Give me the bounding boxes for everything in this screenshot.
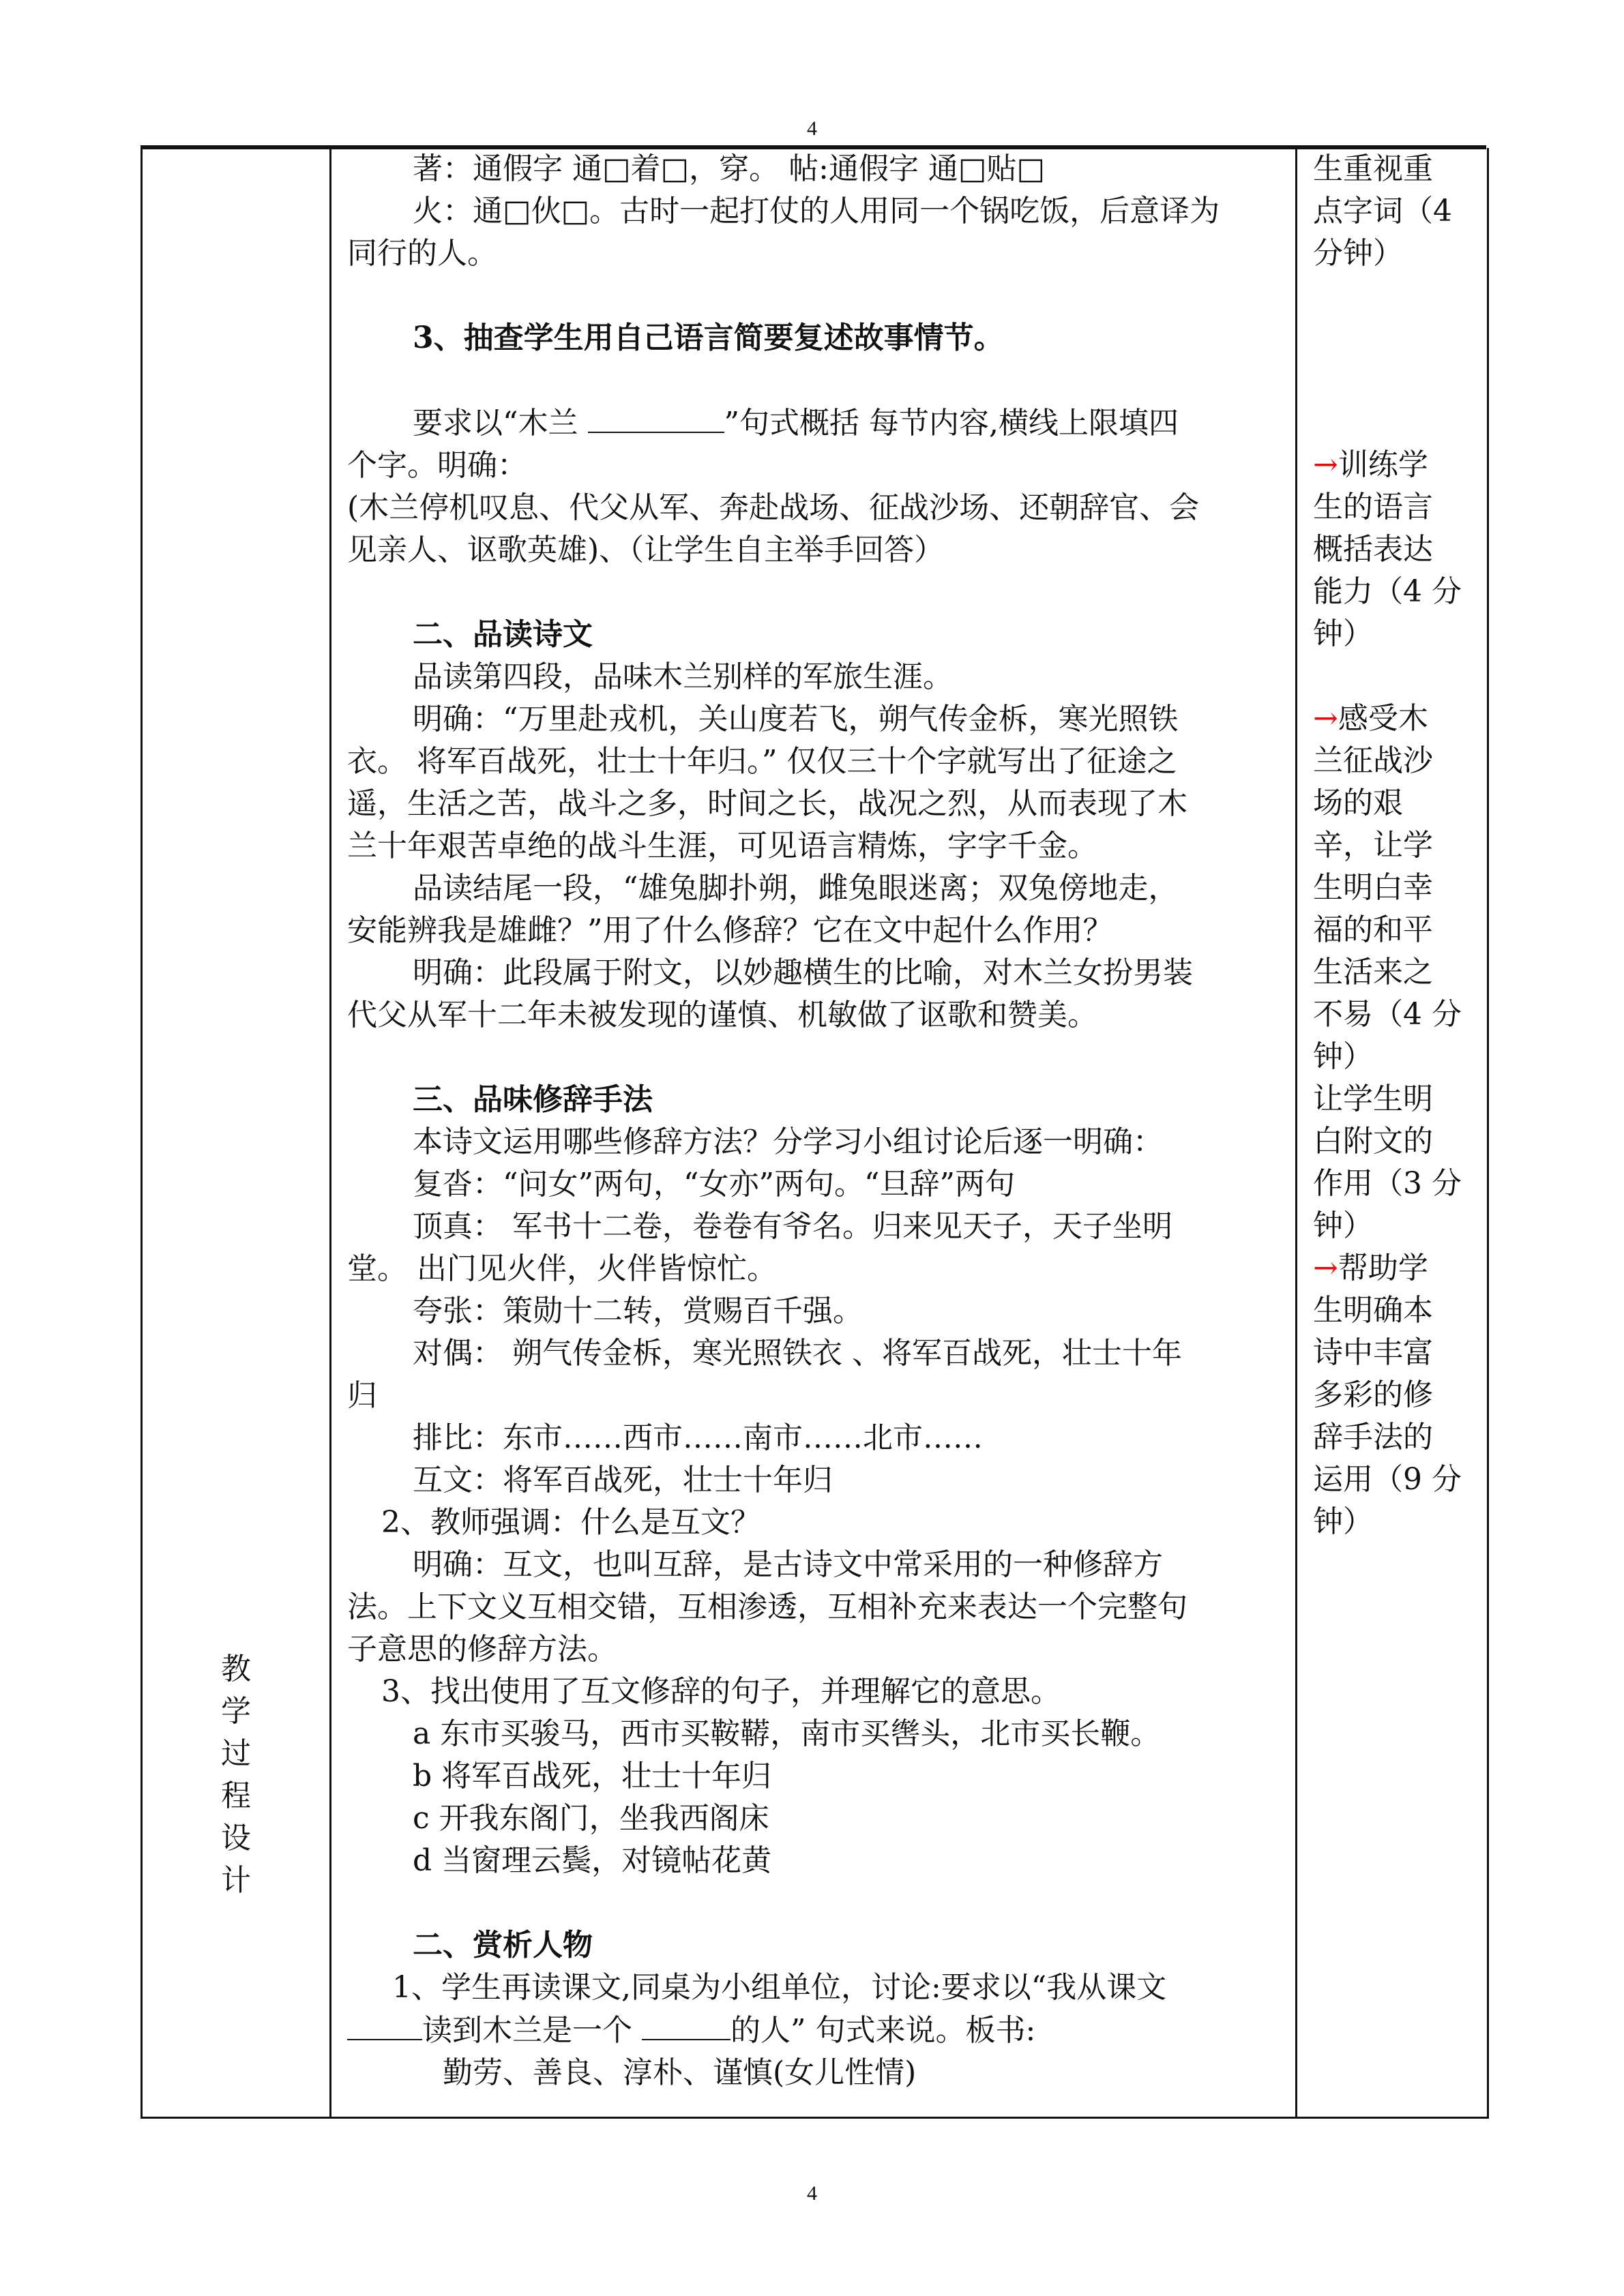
- note-line: 钟）: [1313, 1504, 1373, 1539]
- note-line: 点字词（4: [1313, 194, 1452, 228]
- text-line: 子意思的修辞方法。: [347, 1632, 617, 1667]
- text-line: 本诗文运用哪些修辞方法？分学习小组讨论后逐一明确：: [413, 1124, 1163, 1159]
- text-line: 品读第四段，品味木兰别样的军旅生涯。: [413, 659, 953, 694]
- text-line: 安能辨我是雄雌？”用了什么修辞？它在文中起什么作用？: [347, 913, 1113, 948]
- note-line: 分钟）: [1313, 236, 1403, 271]
- text-line: 1、学生再读课文,同桌为小组单位，讨论:要求以“我从课文: [392, 1970, 1167, 2005]
- text-line: [347, 2009, 1288, 2052]
- note-line: [1313, 698, 1483, 740]
- note-line: 白附文的: [1313, 1124, 1433, 1159]
- text-fragment: ”句式概括 每节内容,横线上限填四: [724, 406, 1179, 441]
- note-line: 作用（3 分: [1313, 1166, 1462, 1201]
- note-line: 钟）: [1313, 1039, 1373, 1074]
- text-line: 堂。 出门见火伴，火伴皆惊忙。: [347, 1251, 777, 1286]
- section-label-char: 学: [221, 1694, 251, 1729]
- column-divider-2: [1295, 148, 1297, 2117]
- note-line: 能力（4 分: [1313, 574, 1462, 609]
- arrow-right-icon: →: [1313, 1251, 1338, 1285]
- column-divider-1: [329, 148, 331, 2117]
- text-line: 排比：东市……西市……南市……北市……: [413, 1420, 983, 1455]
- text-line: 法。上下文义互相交错，互相渗透，互相补充来表达一个完整句: [347, 1590, 1187, 1624]
- note-line: 多彩的修: [1313, 1377, 1433, 1412]
- text-fragment: 的人” 句式来说。板书:: [730, 2013, 1036, 2048]
- text-line: 归: [347, 1378, 377, 1413]
- note-line: 不易（4 分: [1313, 997, 1462, 1032]
- note-line: 钟）: [1313, 1208, 1373, 1243]
- text-line: [347, 402, 1288, 445]
- section-label-char: 程: [221, 1778, 251, 1813]
- note-line: 钟）: [1313, 616, 1373, 651]
- text-line: 明确：互文，也叫互辞，是古诗文中常采用的一种修辞方: [413, 1547, 1163, 1582]
- fill-blank: [642, 2009, 730, 2040]
- list-item: d 当窗理云鬓，对镜帖花黄: [413, 1843, 772, 1878]
- fill-blank: [347, 2009, 422, 2040]
- note-line: 生明白幸: [1313, 870, 1433, 905]
- section-label-char: 计: [221, 1863, 251, 1898]
- text-line: 3、找出使用了互文修辞的句子，并理解它的意思。: [381, 1674, 1061, 1709]
- text-line: 遥，生活之苦，战斗之多，时间之长，战况之烈，从而表现了木: [347, 786, 1187, 821]
- text-line: 顶真： 军书十二卷，卷卷有爷名。归来见天子，天子坐明: [413, 1209, 1172, 1244]
- text-line: 互文：将军百战死，壮士十年归: [413, 1463, 833, 1497]
- main-content: [347, 148, 1288, 2094]
- arrow-right-icon: →: [1313, 701, 1338, 736]
- note-line: 辛，让学: [1313, 828, 1433, 863]
- note-line: 辞手法的: [1313, 1420, 1433, 1455]
- note-line: 生重视重: [1313, 151, 1433, 186]
- page-number-top: 4: [807, 117, 817, 140]
- arrow-right-icon: →: [1313, 447, 1338, 482]
- text-line: 对偶： 朔气传金柝，寒光照铁衣 、将军百战死，壮士十年: [413, 1336, 1182, 1371]
- text-line: 同行的人。: [347, 236, 497, 271]
- page-number-bottom: 4: [807, 2182, 817, 2205]
- note-line: 生明确本: [1313, 1293, 1433, 1328]
- section-label-char: 过: [221, 1736, 251, 1771]
- note-line: 概括表达: [1313, 532, 1433, 567]
- text-line: 品读结尾一段，“雄兔脚扑朔，雌兔眼迷离；双兔傍地走，: [413, 871, 1179, 906]
- note-line: 运用（9 分: [1313, 1462, 1462, 1497]
- section-label-char: 设: [221, 1821, 251, 1855]
- section-heading: 二、品读诗文: [413, 617, 593, 652]
- section-heading: 二、赏析人物: [413, 1928, 593, 1963]
- note-line: 诗中丰富: [1313, 1335, 1433, 1370]
- note-line: [1313, 1247, 1483, 1289]
- section-label: [143, 1648, 329, 1902]
- note-fragment: 帮助学: [1338, 1251, 1428, 1285]
- fill-blank: [588, 402, 724, 433]
- list-item: b 将军百战死，壮士十年归: [413, 1759, 772, 1793]
- text-fragment: 要求以“木兰: [413, 406, 578, 441]
- text-line: 兰十年艰苦卓绝的战斗生涯，可见语言精炼，字字千金。: [347, 829, 1097, 863]
- text-line: 勤劳、善良、淳朴、谨慎(女儿性情): [443, 2055, 917, 2090]
- text-line: 火：通□伙□。古时一起打仗的人用同一个锅吃饭，后意译为: [413, 194, 1220, 228]
- note-line: 福的和平: [1313, 912, 1433, 947]
- note-line: 场的艰: [1313, 786, 1403, 820]
- note-line: [1313, 444, 1483, 486]
- text-line: 2、教师强调：什么是互文？: [381, 1505, 761, 1540]
- lesson-table: [141, 148, 1489, 2119]
- step-heading: 3、抽查学生用自己语言简要复述故事情节。: [413, 320, 1004, 355]
- text-line: 代父从军十二年未被发现的谨慎、机敏做了讴歌和赞美。: [347, 998, 1097, 1032]
- list-item: a 东市买骏马，西市买鞍鞯，南市买辔头，北市买长鞭。: [413, 1716, 1161, 1751]
- text-line: 夸张：策勋十二转，赏赐百千强。: [413, 1294, 863, 1328]
- text-line: 个字。明确：: [347, 448, 527, 483]
- text-line: 见亲人、讴歌英雄)、（让学生自主举手回答）: [347, 533, 945, 567]
- text-line: 衣。 将军百战死，壮士十年归。” 仅仅三十个字就写出了征途之: [347, 744, 1177, 779]
- note-line: 生活来之: [1313, 955, 1433, 989]
- list-item: c 开我东阁门，坐我西阁床: [413, 1801, 769, 1836]
- note-line: 让学生明: [1313, 1082, 1433, 1116]
- note-line: 兰征战沙: [1313, 743, 1433, 778]
- text-line: 著：通假字 通□着□，穿。 帖:通假字 通□贴□: [413, 151, 1046, 186]
- text-line: 复沓：“问女”两句，“女亦”两句。“旦辞”两句: [413, 1167, 1015, 1202]
- note-fragment: 感受木: [1338, 701, 1428, 736]
- note-line: 生的语言: [1313, 490, 1433, 524]
- section-label-char: 教: [221, 1652, 251, 1686]
- note-fragment: 训练学: [1338, 447, 1428, 482]
- section-heading: 三、品味修辞手法: [413, 1082, 653, 1117]
- text-line: (木兰停机叹息、代父从军、奔赴战场、征战沙场、还朝辞官、会: [347, 490, 1200, 525]
- text-line: 明确：“万里赴戎机，关山度若飞，朔气传金柝，寒光照铁: [413, 702, 1179, 736]
- text-line: 明确：此段属于附文，以妙趣横生的比喻，对木兰女扮男装: [413, 955, 1193, 990]
- text-fragment: 读到木兰是一个: [422, 2013, 632, 2048]
- notes-column: [1313, 148, 1483, 1543]
